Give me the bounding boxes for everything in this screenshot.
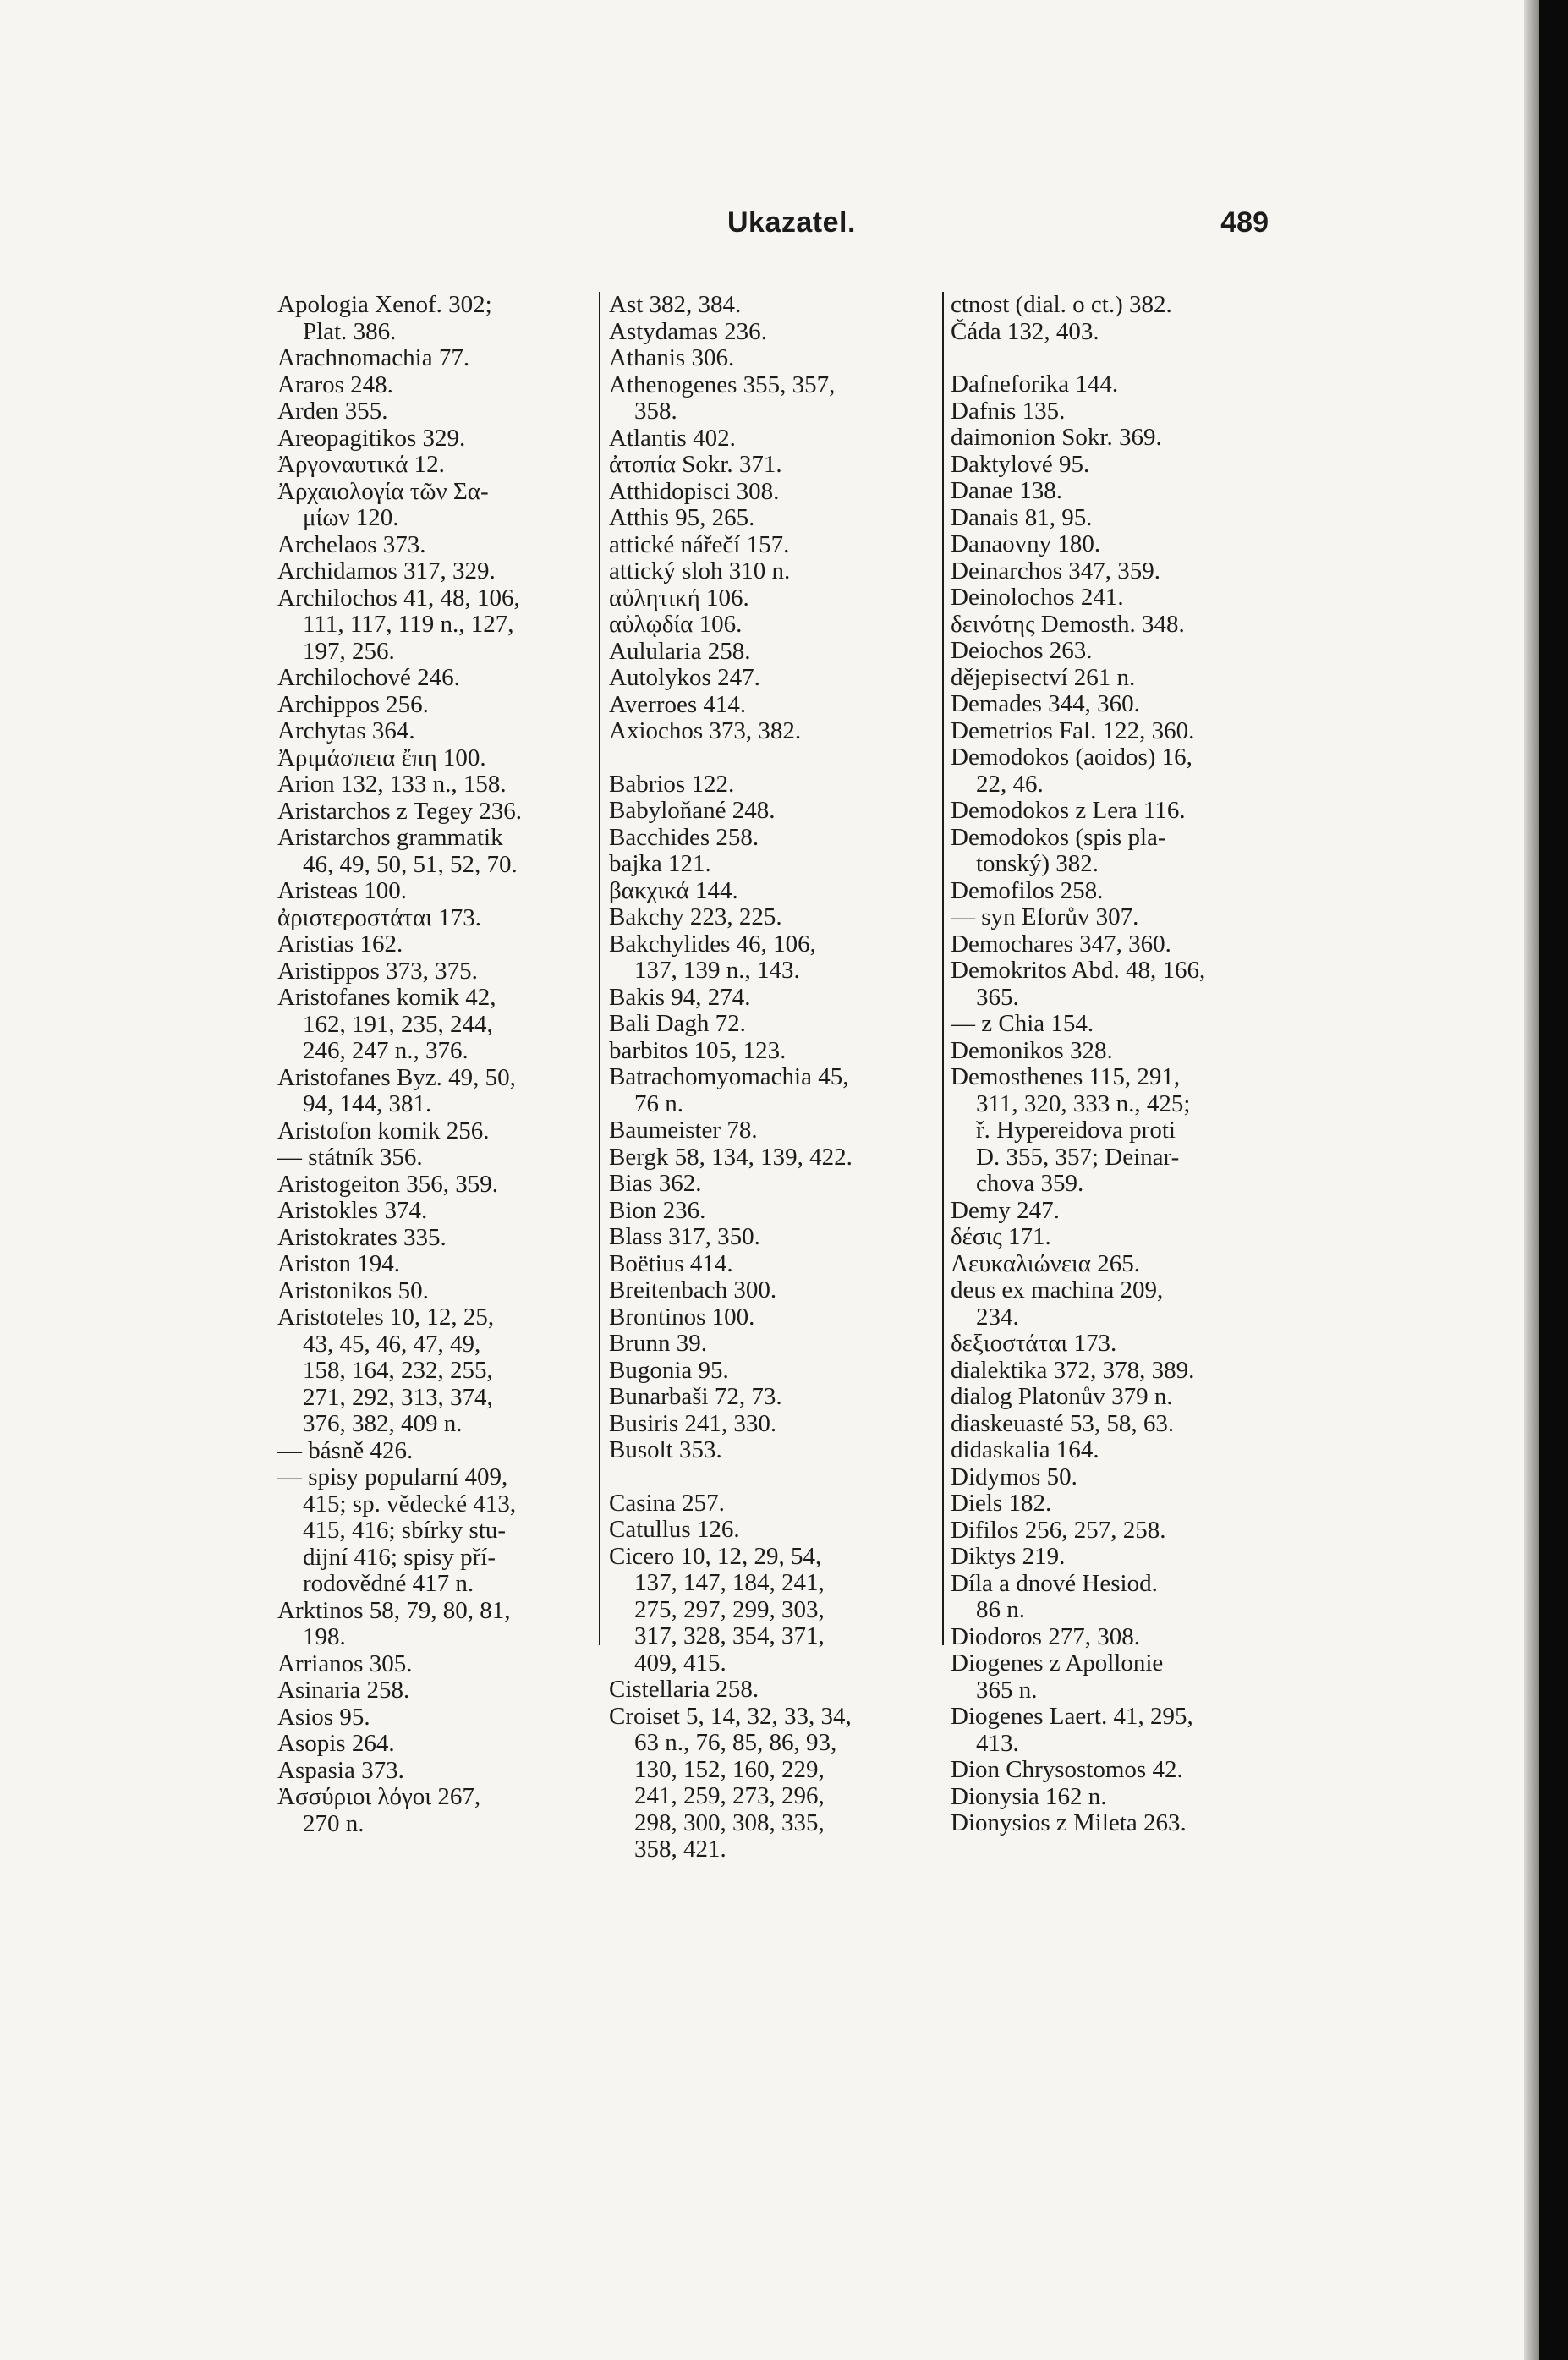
index-entry: Diodoros 277, 308. (951, 1623, 1140, 1650)
index-entry: Ariston 194. (277, 1251, 400, 1277)
index-entry: Daktylové 95. (951, 451, 1090, 478)
index-entry-continuation: 158, 164, 232, 255, (303, 1358, 493, 1384)
page-number: 489 (1220, 206, 1269, 239)
index-entry: dialog Platonův 379 n. (951, 1384, 1173, 1410)
index-entry: Aulularia 258. (609, 638, 751, 665)
index-entry: Archippos 256. (277, 691, 429, 718)
index-entry: Bali Dagh 72. (609, 1011, 746, 1037)
index-column-3 (951, 292, 1277, 1837)
index-entry: Atthidopisci 308. (609, 478, 780, 505)
index-entry: Diogenes z Apollonie (951, 1650, 1164, 1677)
index-entry-continuation: ř. Hypereidova proti (976, 1117, 1176, 1144)
index-entry: Dafnis 135. (951, 398, 1066, 425)
index-column-1 (277, 292, 578, 1837)
index-entry-continuation: rodovědné 417 n. (303, 1571, 474, 1597)
index-entry: Demofilos 258. (951, 877, 1104, 904)
index-entry: attické nářečí 157. (609, 531, 790, 558)
index-entry: attický sloh 310 n. (609, 558, 791, 585)
section-gap (609, 745, 937, 771)
index-entry: Demetrios Fal. 122, 360. (951, 717, 1195, 744)
index-entry-continuation: 86 n. (976, 1597, 1025, 1623)
index-entry: — syn Eforův 307. (951, 904, 1139, 930)
index-entry: Aristarchos z Tegey 236. (277, 798, 522, 825)
index-entry: — básně 426. (277, 1437, 414, 1464)
index-entry-continuation: 46, 49, 50, 51, 52, 70. (303, 851, 518, 878)
index-entry: Dafneforika 144. (951, 371, 1119, 398)
index-entry: δέσις 171. (951, 1224, 1051, 1250)
index-entry: Bunarbaši 72, 73. (609, 1384, 782, 1410)
index-entry: Bakis 94, 274. (609, 984, 751, 1011)
index-entry-continuation: 234. (976, 1303, 1019, 1331)
index-entry: Babyloňané 248. (609, 798, 776, 824)
index-entry: daimonion Sokr. 369. (951, 425, 1162, 451)
index-entry-continuation: 365 n. (976, 1677, 1038, 1704)
index-entry: αὐλητική 106. (609, 585, 749, 612)
index-entry: ctnost (dial. o ct.) 382. (951, 292, 1172, 318)
section-gap (609, 1464, 937, 1490)
index-entry: ἀριστεροστάται 173. (277, 904, 482, 931)
index-entry: Areopagitikos 329. (277, 425, 466, 452)
index-entry: Bergk 58, 134, 139, 422. (609, 1144, 853, 1171)
index-entry: Aspasia 373. (277, 1757, 404, 1784)
page-edge-shadow (1524, 0, 1539, 2360)
index-entry: Busiris 241, 330. (609, 1410, 777, 1437)
index-entry-continuation: 415; sp. vědecké 413, (303, 1490, 517, 1518)
index-entry: Casina 257. (609, 1490, 725, 1517)
index-entry-continuation: 365. (976, 984, 1019, 1011)
index-entry-continuation: 271, 292, 313, 374, (303, 1384, 493, 1411)
index-entry: Brunn 39. (609, 1331, 707, 1357)
index-entry: Archilochové 246. (277, 665, 460, 691)
index-entry: Aristofanes Byz. 49, 50, (277, 1064, 516, 1091)
index-entry: βακχικά 144. (609, 877, 738, 904)
index-entry: Autolykos 247. (609, 665, 760, 691)
index-entry: Croiset 5, 14, 32, 33, 34, (609, 1703, 852, 1730)
index-entry-continuation: 409, 415. (634, 1649, 726, 1677)
index-entry-continuation: 317, 328, 354, 371, (634, 1623, 825, 1649)
index-entry: Arktinos 58, 79, 80, 81, (277, 1597, 511, 1624)
index-entry-continuation: 415, 416; sbírky stu- (303, 1518, 507, 1544)
index-entry: Demonikos 328. (951, 1037, 1113, 1064)
index-entry: Archidamos 317, 329. (277, 558, 496, 585)
index-entry: Batrachomyomachia 45, (609, 1064, 849, 1090)
index-entry: Astydamas 236. (609, 318, 767, 345)
index-entry: Arachnomachia 77. (277, 345, 470, 371)
index-entry: Atlantis 402. (609, 425, 736, 452)
index-entry: Diels 182. (951, 1490, 1052, 1517)
index-entry-continuation: 358, 421. (634, 1836, 726, 1863)
index-entry: Athenogenes 355, 357, (609, 371, 836, 398)
index-entry: Λευκαλιώνεια 265. (951, 1250, 1140, 1277)
index-entry: Danais 81, 95. (951, 504, 1093, 531)
index-entry: Ἀριμάσπεια ἔπη 100. (277, 744, 486, 771)
index-entry: — z Chia 154. (951, 1011, 1094, 1037)
index-entry: Busolt 353. (609, 1437, 722, 1463)
index-entry: didaskalia 164. (951, 1437, 1099, 1463)
index-entry: Difilos 256, 257, 258. (951, 1517, 1166, 1544)
index-entry: αὐλῳδία 106. (609, 612, 743, 638)
index-entry: Danaovny 180. (951, 531, 1101, 557)
index-entry: Aristeas 100. (277, 878, 408, 904)
index-entry: Bakchylides 46, 106, (609, 930, 816, 958)
index-entry-continuation: 298, 300, 308, 335, (634, 1809, 825, 1836)
index-entry: Ἀργοναυτικά 12. (277, 452, 445, 478)
index-entry-continuation: 197, 256. (303, 638, 395, 665)
index-entry: Averroes 414. (609, 691, 747, 718)
index-entry: Babrios 122. (609, 771, 735, 798)
index-entry-continuation: 22, 46. (976, 771, 1044, 798)
index-entry: Bacchides 258. (609, 824, 759, 851)
index-entry-continuation: 130, 152, 160, 229, (634, 1756, 825, 1783)
index-entry-continuation: 241, 259, 273, 296, (634, 1783, 825, 1809)
index-entry: Demodokos (spis pla- (951, 824, 1166, 851)
index-entry: Atthis 95, 265. (609, 505, 755, 531)
index-entry: Demy 247. (951, 1197, 1060, 1224)
index-entry: Axiochos 373, 382. (609, 718, 802, 744)
index-entry: Ἀσσύριοι λόγοι 267, (277, 1784, 481, 1810)
index-entry: Archelaos 373. (277, 531, 426, 558)
section-gap (951, 345, 1277, 371)
index-entry: Demades 344, 360. (951, 691, 1140, 717)
index-entry-continuation: 376, 382, 409 n. (303, 1411, 463, 1437)
index-entry: Asios 95. (277, 1704, 370, 1731)
index-entry: Aristokrates 335. (277, 1224, 447, 1251)
index-entry: Demochares 347, 360. (951, 930, 1171, 958)
index-entry-continuation: D. 355, 357; Deinar- (976, 1144, 1180, 1171)
index-entry-continuation: 413. (976, 1730, 1019, 1757)
index-entry-continuation: 270 n. (303, 1810, 365, 1837)
index-entry: Bion 236. (609, 1197, 706, 1224)
index-entry: Demodokos z Lera 116. (951, 798, 1186, 824)
index-entry: Baumeister 78. (609, 1117, 758, 1144)
column-divider (599, 292, 600, 1645)
index-entry: Archilochos 41, 48, 106, (277, 585, 520, 612)
index-entry-continuation: 63 n., 76, 85, 86, 93, (634, 1730, 837, 1756)
index-entry-continuation: chova 359. (976, 1171, 1084, 1197)
index-entry-continuation: 311, 320, 333 n., 425; (976, 1090, 1191, 1117)
index-entry: Archytas 364. (277, 718, 415, 744)
index-entry: Cicero 10, 12, 29, 54, (609, 1543, 822, 1570)
index-entry: diaskeuasté 53, 58, 63. (951, 1410, 1175, 1437)
index-entry: Aristonikos 50. (277, 1277, 429, 1304)
index-entry: Demokritos Abd. 48, 166, (951, 958, 1206, 984)
index-entry: Aristokles 374. (277, 1198, 428, 1224)
scan-border (1539, 0, 1568, 2360)
index-entry: Apologia Xenof. 302; (277, 292, 492, 318)
index-entry: Ast 382, 384. (609, 292, 742, 318)
index-entry: Dionysios z Mileta 263. (951, 1810, 1187, 1836)
index-entry: Bias 362. (609, 1171, 702, 1197)
index-entry: Brontinos 100. (609, 1303, 755, 1331)
index-entry: Aristippos 373, 375. (277, 958, 478, 985)
index-entry: Aristofon komik 256. (277, 1117, 490, 1144)
index-entry: Deinarchos 347, 359. (951, 557, 1161, 585)
index-entry-continuation: 111, 117, 119 n., 127, (303, 612, 514, 638)
index-entry: Diktys 219. (951, 1544, 1066, 1570)
index-entry: Athanis 306. (609, 345, 735, 371)
index-entry: Demodokos (aoidos) 16, (951, 744, 1192, 771)
index-entry: Ἀρχαιολογία τῶν Σα- (277, 478, 489, 505)
index-entry: Dion Chrysostomos 42. (951, 1757, 1183, 1783)
running-title: Ukazatel. (727, 206, 856, 239)
index-entry-continuation: 137, 147, 184, 241, (634, 1570, 825, 1596)
index-entry: Asinaria 258. (277, 1677, 410, 1704)
index-entry: Breitenbach 300. (609, 1277, 777, 1303)
index-entry-continuation: 76 n. (634, 1090, 683, 1117)
index-entry: bajka 121. (609, 851, 711, 877)
index-entry: Catullus 126. (609, 1517, 740, 1543)
index-entry: Blass 317, 350. (609, 1224, 760, 1250)
index-entry: Dionysia 162 n. (951, 1783, 1107, 1810)
index-entry-continuation: 198. (303, 1624, 346, 1650)
index-entry: dialektika 372, 378, 389. (951, 1357, 1195, 1384)
index-entry-continuation: 94, 144, 381. (303, 1091, 432, 1117)
index-entry-continuation: 162, 191, 235, 244, (303, 1011, 493, 1038)
index-entry: Araros 248. (277, 371, 393, 398)
index-entry: Arden 355. (277, 398, 388, 425)
index-entry: Didymos 50. (951, 1463, 1077, 1490)
index-entry: Arion 132, 133 n., 158. (277, 771, 507, 798)
index-entry: Čáda 132, 403. (951, 318, 1099, 345)
index-entry: dějepisectví 261 n. (951, 664, 1136, 691)
index-entry: barbitos 105, 123. (609, 1037, 787, 1064)
index-entry: Danae 138. (951, 478, 1063, 504)
index-entry: Aristogeiton 356, 359. (277, 1171, 498, 1198)
index-entry-continuation: 358. (634, 398, 677, 425)
index-entry: Díla a dnové Hesiod. (951, 1570, 1158, 1597)
index-entry: Aristias 162. (277, 931, 403, 958)
index-entry: Aristoteles 10, 12, 25, (277, 1304, 495, 1331)
index-entry: — spisy popularní 409, (277, 1464, 508, 1490)
index-entry: Aristofanes komik 42, (277, 985, 496, 1011)
index-entry: Boëtius 414. (609, 1250, 733, 1277)
index-entry: Asopis 264. (277, 1731, 395, 1757)
index-entry-continuation: 137, 139 n., 143. (634, 958, 800, 984)
index-entry: Diogenes Laert. 41, 295, (951, 1704, 1193, 1730)
index-entry: δεξιοστάται 173. (951, 1331, 1117, 1357)
index-entry: Demosthenes 115, 291, (951, 1064, 1181, 1090)
index-entry: δεινότης Demosth. 348. (951, 611, 1185, 638)
index-entry-continuation: μίων 120. (303, 505, 399, 531)
index-entry: Deinolochos 241. (951, 585, 1124, 611)
index-entry: — státník 356. (277, 1144, 423, 1171)
index-entry: Bakchy 223, 225. (609, 904, 782, 930)
index-entry-continuation: Plat. 386. (303, 318, 397, 345)
index-entry: deus ex machina 209, (951, 1277, 1164, 1303)
index-entry: Arrianos 305. (277, 1650, 413, 1677)
index-column-2 (609, 292, 937, 1863)
index-entry-continuation: tonský) 382. (976, 851, 1099, 877)
index-entry: Deiochos 263. (951, 638, 1093, 664)
index-entry: Bugonia 95. (609, 1357, 729, 1384)
column-divider (942, 292, 944, 1645)
index-entry-continuation: 275, 297, 299, 303, (634, 1596, 825, 1623)
index-entry-continuation: 43, 45, 46, 47, 49, (303, 1331, 481, 1358)
index-entry-continuation: dijní 416; spisy pří- (303, 1544, 496, 1571)
index-entry: Cistellaria 258. (609, 1677, 759, 1703)
index-entry: Aristarchos grammatik (277, 825, 503, 851)
index-entry-continuation: 246, 247 n., 376. (303, 1038, 469, 1064)
index-entry: ἀτοπία Sokr. 371. (609, 452, 782, 478)
